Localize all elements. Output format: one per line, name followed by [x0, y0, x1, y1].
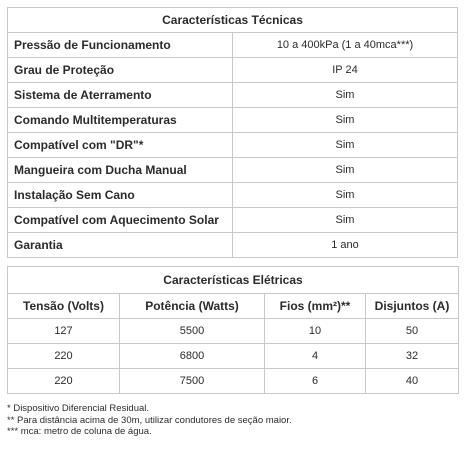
spec-value: 1 ano	[233, 233, 458, 258]
table-row	[8, 83, 458, 108]
table-row	[8, 344, 459, 369]
footnote-dr: * Dispositivo Diferencial Residual.	[7, 403, 150, 414]
table-row	[8, 208, 458, 233]
table-row	[8, 33, 458, 58]
spec-label: Instalação Sem Cano	[8, 183, 233, 208]
spec-value: Sim	[233, 83, 458, 108]
power-cell: 7500	[120, 369, 265, 394]
footnote-distance: ** Para distância acima de 30m, utilizar condutores de seção maior.	[7, 414, 292, 426]
breakers-cell: 50	[366, 319, 459, 344]
wires-cell: 6	[265, 369, 366, 394]
spec-value: IP 24	[233, 58, 458, 83]
spec-label: Compatível com Aquecimento Solar	[8, 208, 233, 233]
column-header-wires: Fios (mm²)**	[265, 294, 366, 319]
electrical-specs-title-row	[8, 267, 459, 294]
voltage-cell: 127	[8, 319, 120, 344]
footnote-mca: *** mca: metro de coluna de água.	[7, 426, 152, 437]
technical-specs-table	[7, 7, 458, 258]
table-row	[8, 108, 458, 133]
table-header-row	[8, 294, 459, 319]
voltage-cell: 220	[8, 344, 120, 369]
breakers-cell: 32	[366, 344, 459, 369]
table-row	[8, 233, 458, 258]
spec-value: Sim	[233, 158, 458, 183]
spec-label: Sistema de Aterramento	[8, 83, 233, 108]
footnotes	[7, 403, 292, 438]
spec-label: Grau de Proteção	[8, 58, 233, 83]
table-row	[8, 183, 458, 208]
table-row	[8, 319, 459, 344]
power-cell: 6800	[120, 344, 265, 369]
spec-label: Pressão de Funcionamento	[8, 33, 233, 58]
breakers-cell: 40	[366, 369, 459, 394]
power-cell: 5500	[120, 319, 265, 344]
spec-value: Sim	[233, 183, 458, 208]
wires-cell: 4	[265, 344, 366, 369]
spec-value: 10 a 400kPa (1 a 40mca***)	[233, 33, 458, 58]
voltage-cell: 220	[8, 369, 120, 394]
column-header-voltage: Tensão (Volts)	[8, 294, 120, 319]
wires-cell: 10	[265, 319, 366, 344]
table-row	[8, 58, 458, 83]
electrical-specs-title: Características Elétricas	[8, 267, 459, 294]
column-header-power: Potência (Watts)	[120, 294, 265, 319]
spec-label: Mangueira com Ducha Manual	[8, 158, 233, 183]
technical-specs-title-row	[8, 8, 458, 33]
spec-label: Garantia	[8, 233, 233, 258]
table-row	[8, 133, 458, 158]
column-header-breakers: Disjuntos (A)	[366, 294, 459, 319]
table-row	[8, 369, 459, 394]
spec-value: Sim	[233, 133, 458, 158]
technical-specs-title: Características Técnicas	[8, 8, 458, 33]
electrical-specs-table	[7, 266, 459, 394]
spec-label: Comando Multitemperaturas	[8, 108, 233, 133]
spec-value: Sim	[233, 208, 458, 233]
table-row	[8, 158, 458, 183]
spec-label: Compatível com "DR"*	[8, 133, 233, 158]
spec-value: Sim	[233, 108, 458, 133]
